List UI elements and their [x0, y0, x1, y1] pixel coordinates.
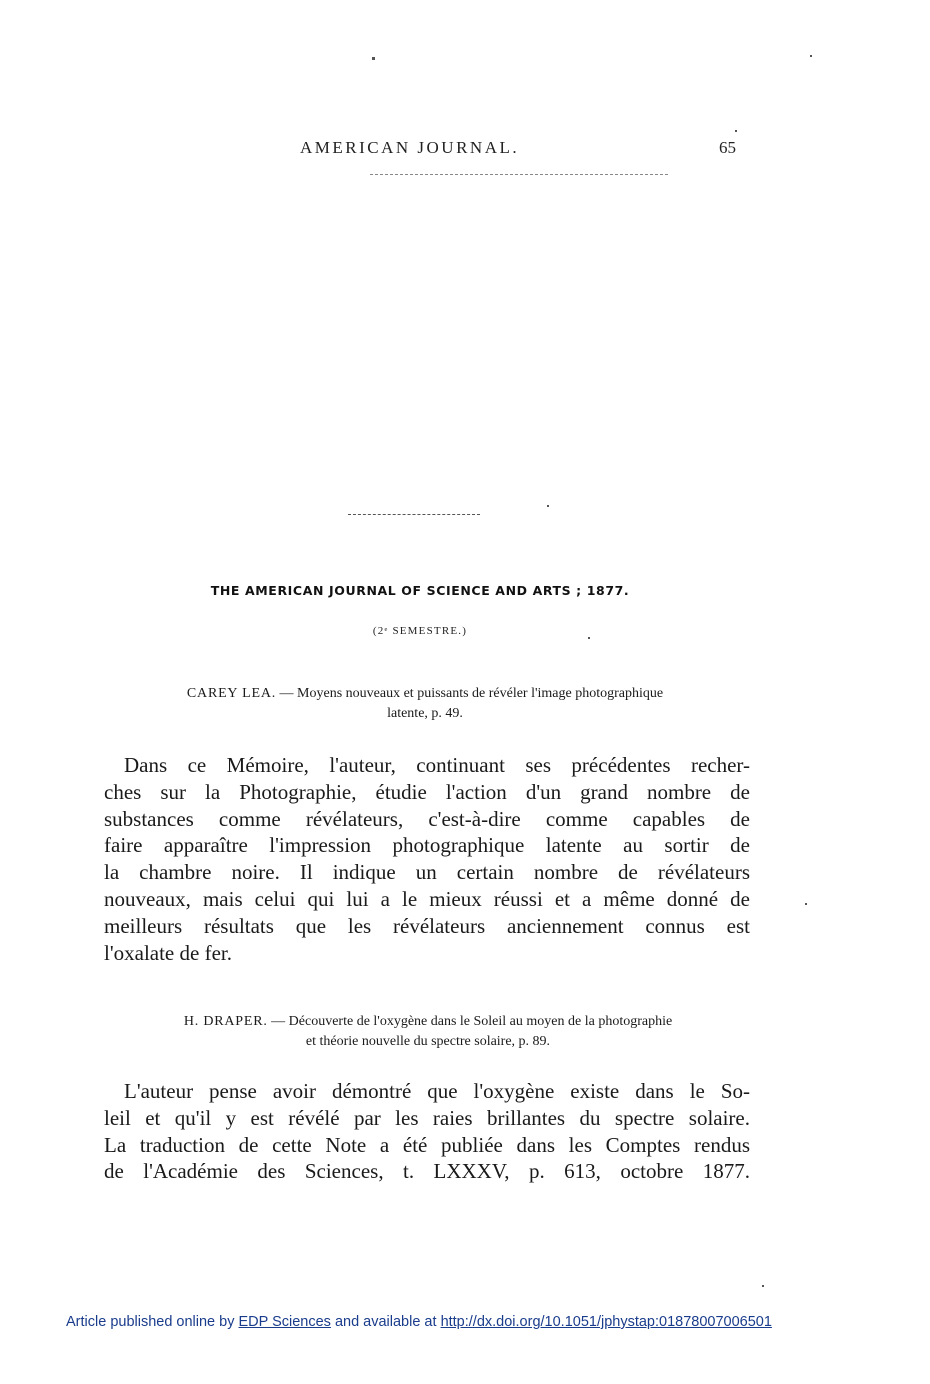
- abstract-line: de l'Académie des Sciences, t. LXXXV, p. 613, octobre 1877.: [104, 1159, 750, 1184]
- abstract-line: substances comme révélateurs, c'est-à-dire comme capables de: [104, 806, 750, 831]
- section-subtitle: (2ᵉ SEMESTRE.): [372, 625, 468, 637]
- entry-abstract: [104, 1078, 750, 1185]
- entry-author: CAREY LEA.: [186, 686, 277, 701]
- entry-heading: [98, 1012, 758, 1052]
- entry-title-continued: et théorie nouvelle du spectre solaire, p. 89.: [305, 1034, 551, 1049]
- abstract-line: nouveaux, mais celui qui lui a le mieux réussi et a même donné de: [104, 886, 750, 911]
- section-title: THE AMERICAN JOURNAL OF SCIENCE AND ARTS ; 1877.: [210, 583, 630, 598]
- print-speck: [547, 505, 549, 507]
- abstract-line: meilleurs résultats que les révélateurs anciennement connus est: [104, 913, 750, 938]
- print-speck: [372, 57, 375, 60]
- entry-title: — Moyens nouveaux et puissants de révéler l'image photographique: [276, 686, 664, 701]
- entry-author: H. DRAPER.: [183, 1014, 268, 1029]
- entry-heading: [110, 684, 740, 724]
- running-head: AMERICAN JOURNAL.: [300, 138, 520, 157]
- abstract-line: Dans ce Mémoire, l'auteur, continuant ses précédentes recher-: [124, 753, 750, 777]
- page-number: 65: [719, 138, 736, 157]
- abstract-line: La traduction de cette Note a été publiée dans les Comptes rendus: [104, 1132, 750, 1157]
- entry-abstract: [104, 752, 750, 966]
- print-speck: [588, 637, 590, 639]
- abstract-line: l'oxalate de fer.: [104, 940, 232, 965]
- doi-link[interactable]: http://dx.doi.org/10.1051/jphystap:01878007006501: [440, 1314, 772, 1330]
- abstract-line: la chambre noire. Il indique un certain nombre de révélateurs: [104, 860, 750, 885]
- abstract-line: faire apparaître l'impression photographique latente au sortir de: [104, 833, 750, 858]
- print-speck: [805, 903, 807, 905]
- abstract-line: L'auteur pense avoir démontré que l'oxygène existe dans le So-: [124, 1079, 750, 1103]
- footer-prefix: Article published online by: [66, 1314, 239, 1330]
- publisher-link[interactable]: EDP Sciences: [238, 1314, 331, 1330]
- abstract-line: leil et qu'il y est révélé par les raies brillantes du spectre solaire.: [104, 1105, 750, 1130]
- entry-title-continued: latente, p. 49.: [387, 706, 463, 721]
- header-rule: [370, 174, 668, 175]
- print-speck: [735, 130, 737, 132]
- print-speck: [762, 1285, 764, 1287]
- abstract-line: ches sur la Photographie, étudie l'action d'un grand nombre de: [104, 779, 750, 804]
- section-divider: [348, 514, 480, 515]
- entry-title: — Découverte de l'oxygène dans le Soleil au moyen de la photographie: [267, 1014, 673, 1029]
- print-speck: [810, 55, 812, 57]
- publication-footer: [66, 1314, 772, 1330]
- footer-middle: and available at: [330, 1314, 441, 1330]
